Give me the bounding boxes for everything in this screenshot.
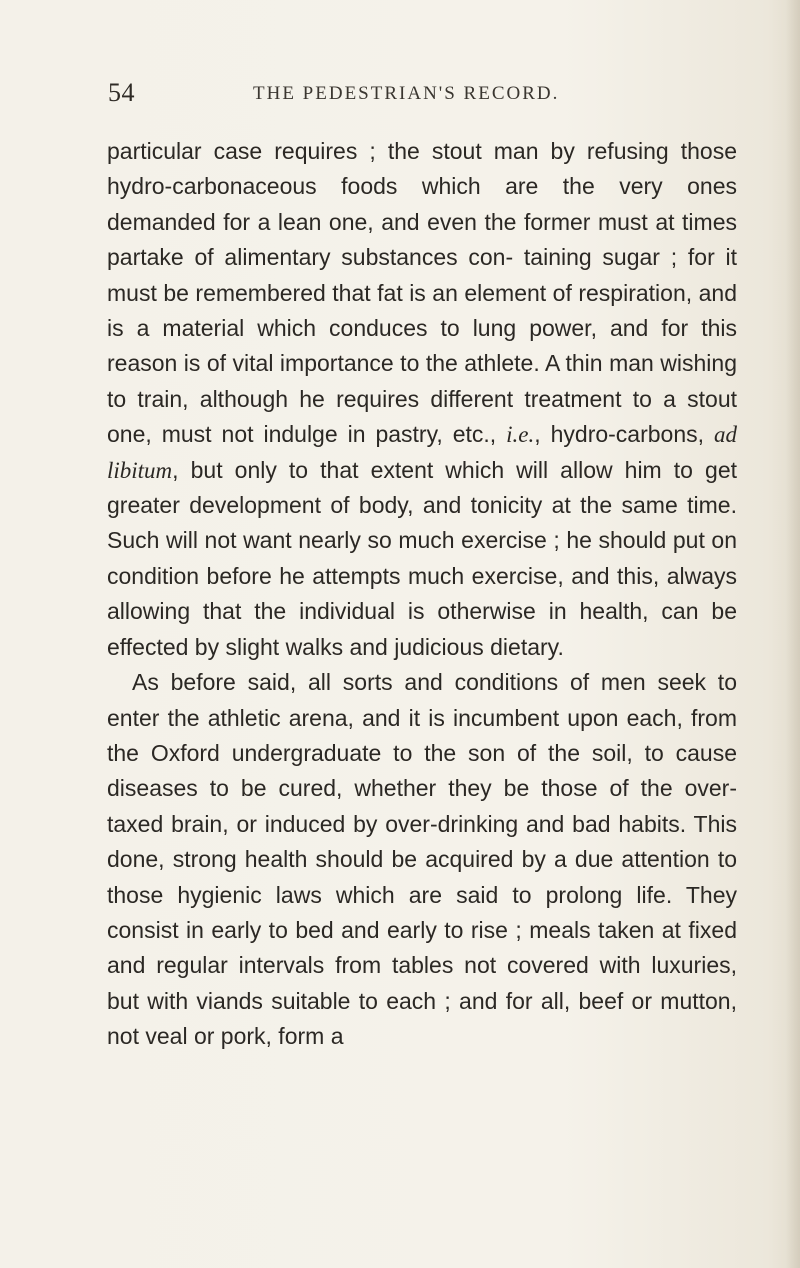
page-edge-shadow (786, 0, 800, 1268)
paragraph-1-text-a: particular case requires ; the stout man by refusing those hydro-carbonaceous foods which are the very ones demanded for a lean one, and even the former must at times partake of alimentary substances con- taining sugar ; for it must be remembered that fat is an element of respiration, and is a material which conduces to lung power, and for this reason is of vital importance to the athlete. A thin man wishing to train, although he requires different treatment to a stout one, must not indulge in pastry, etc., (107, 138, 737, 448)
italic-ad-libitum: ad libitum (107, 422, 737, 483)
paragraph-1-text-c: , but only to that extent which will allow him to get greater development of body, and tonicity at the same time. Such will not want nearly so much exercise ; he should put on condition before he attempts much exercise, and this, always allowing that the individual is otherwise in health, can be effected by slight walks and judicious dietary. (107, 456, 737, 660)
paragraph-1-text-b: , hydro-carbons, (534, 421, 714, 448)
running-head: THE PEDESTRIAN'S RECORD. (253, 83, 560, 104)
page-number: 54 (108, 78, 135, 107)
body-text (107, 134, 737, 1055)
page-header (0, 78, 800, 114)
italic-ie: i.e. (506, 422, 535, 448)
paragraph-2: As before said, all sorts and conditions of men seek to enter the athletic arena, and it is incumbent upon each, from the Oxford undergraduate to the son of the soil, to cause diseases to be cured, whether they be those of the over-taxed brain, or induced by over-drinking and bad habits. This done, strong health should be acquired by a due attention to those hygienic laws which are said to prolong life. They consist in early to bed and early to rise ; meals taken at fixed and regular intervals from tables not covered with luxuries, but with viands suitable to each ; and for all, beef or mutton, not veal or pork, form a (107, 669, 737, 1050)
paragraph-1 (107, 134, 737, 665)
